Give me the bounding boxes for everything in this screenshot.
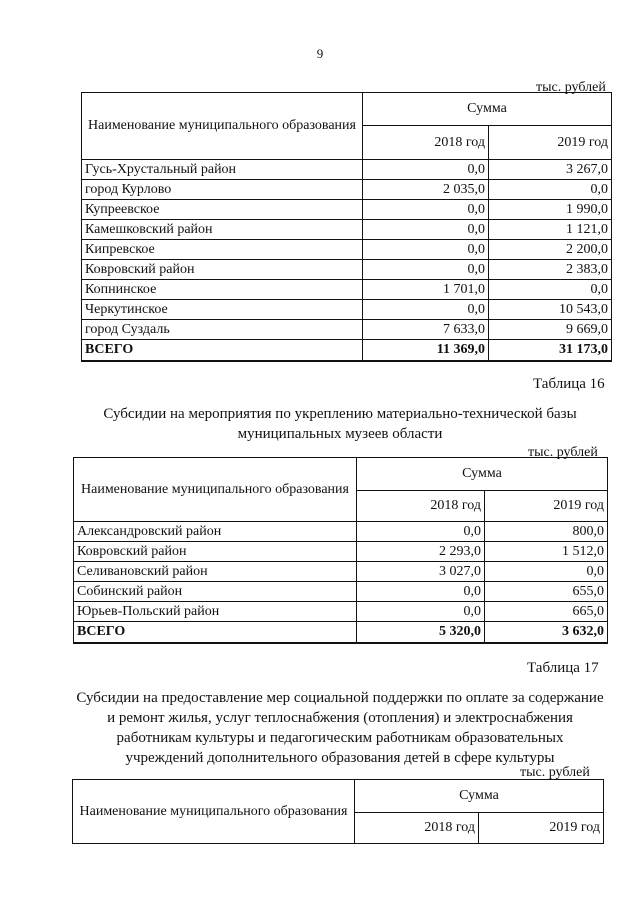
total-2019: 31 173,0 bbox=[489, 340, 612, 361]
row-2018: 0,0 bbox=[363, 260, 489, 280]
table17 bbox=[72, 779, 604, 844]
table17-title bbox=[40, 688, 640, 768]
table-row bbox=[82, 180, 612, 200]
total-2018: 11 369,0 bbox=[363, 340, 489, 361]
header-2019: 2019 год bbox=[485, 491, 608, 522]
table-row bbox=[74, 582, 608, 602]
row-name: Кипревское bbox=[82, 240, 363, 260]
row-name: Юрьев-Польский район bbox=[74, 602, 357, 622]
table-row bbox=[82, 280, 612, 300]
row-2018: 0,0 bbox=[357, 522, 485, 542]
row-2018: 2 035,0 bbox=[363, 180, 489, 200]
row-name: Купреевское bbox=[82, 200, 363, 220]
total-label: ВСЕГО bbox=[74, 622, 357, 643]
row-name: город Суздаль bbox=[82, 320, 363, 340]
row-2019: 9 669,0 bbox=[489, 320, 612, 340]
table16-title-line1: Субсидии на мероприятия по укреплению материально-технической базы bbox=[103, 406, 577, 422]
row-name: Ковровский район bbox=[74, 542, 357, 562]
total-label: ВСЕГО bbox=[82, 340, 363, 361]
row-name: город Курлово bbox=[82, 180, 363, 200]
table16-title bbox=[60, 404, 620, 444]
row-2019: 0,0 bbox=[489, 280, 612, 300]
row-2019: 0,0 bbox=[489, 180, 612, 200]
table-row bbox=[74, 522, 608, 542]
total-2019: 3 632,0 bbox=[485, 622, 608, 643]
row-2019: 800,0 bbox=[485, 522, 608, 542]
row-2019: 10 543,0 bbox=[489, 300, 612, 320]
row-2019: 1 121,0 bbox=[489, 220, 612, 240]
row-2018: 0,0 bbox=[357, 582, 485, 602]
row-2019: 2 200,0 bbox=[489, 240, 612, 260]
row-2019: 1 512,0 bbox=[485, 542, 608, 562]
header-sum: Сумма bbox=[355, 780, 604, 813]
table17-title-line3: работникам культуры и педагогическим работникам образовательных bbox=[116, 730, 564, 746]
row-name: Камешковский район bbox=[82, 220, 363, 240]
table-row bbox=[82, 220, 612, 240]
table-row bbox=[82, 200, 612, 220]
row-2018: 3 027,0 bbox=[357, 562, 485, 582]
header-2019: 2019 год bbox=[489, 126, 612, 160]
header-name: Наименование муниципального образования bbox=[73, 780, 355, 844]
row-name: Черкутинское bbox=[82, 300, 363, 320]
row-2019: 665,0 bbox=[485, 602, 608, 622]
table-row bbox=[74, 602, 608, 622]
row-2018: 0,0 bbox=[363, 160, 489, 180]
header-2018: 2018 год bbox=[357, 491, 485, 522]
table16-title-line2: муниципальных музеев области bbox=[237, 426, 443, 442]
row-2018: 0,0 bbox=[363, 200, 489, 220]
table17-title-line1: Субсидии на предоставление мер социальной поддержки по оплате за содержание bbox=[76, 690, 604, 706]
total-2018: 5 320,0 bbox=[357, 622, 485, 643]
row-name: Копнинское bbox=[82, 280, 363, 300]
header-sum: Сумма bbox=[357, 458, 608, 491]
table-row bbox=[82, 300, 612, 320]
table-row bbox=[82, 240, 612, 260]
units-label: тыс. рублей bbox=[536, 80, 606, 95]
row-2019: 655,0 bbox=[485, 582, 608, 602]
header-name: Наименование муниципального образования bbox=[74, 458, 357, 522]
header-sum: Сумма bbox=[363, 93, 612, 126]
page-number: 9 bbox=[316, 46, 324, 61]
table17-title-line2: и ремонт жилья, услуг теплоснабжения (отопления) и электроснабжения bbox=[107, 710, 573, 726]
row-name: Ковровский район bbox=[82, 260, 363, 280]
row-2018: 7 633,0 bbox=[363, 320, 489, 340]
row-name: Александровский район bbox=[74, 522, 357, 542]
header-2018: 2018 год bbox=[363, 126, 489, 160]
table17-units: тыс. рублей bbox=[520, 765, 590, 780]
table17-title-line4: учреждений дополнительного образования детей в сфере культуры bbox=[125, 750, 555, 766]
row-2019: 1 990,0 bbox=[489, 200, 612, 220]
table-continued bbox=[81, 92, 612, 362]
header-2018: 2018 год bbox=[355, 813, 479, 844]
row-2019: 0,0 bbox=[485, 562, 608, 582]
header-2019: 2019 год bbox=[479, 813, 604, 844]
row-2018: 0,0 bbox=[363, 240, 489, 260]
row-2018: 2 293,0 bbox=[357, 542, 485, 562]
table-row bbox=[74, 542, 608, 562]
row-2018: 1 701,0 bbox=[363, 280, 489, 300]
header-name: Наименование муниципального образования bbox=[82, 93, 363, 160]
row-name: Селивановский район bbox=[74, 562, 357, 582]
row-2019: 3 267,0 bbox=[489, 160, 612, 180]
row-2019: 2 383,0 bbox=[489, 260, 612, 280]
total-row bbox=[82, 340, 612, 361]
table16-units: тыс. рублей bbox=[528, 445, 598, 460]
table16 bbox=[73, 457, 608, 644]
total-row bbox=[74, 622, 608, 643]
row-name: Собинский район bbox=[74, 582, 357, 602]
table17-caption: Таблица 17 bbox=[527, 660, 599, 676]
row-2018: 0,0 bbox=[357, 602, 485, 622]
table-row bbox=[74, 562, 608, 582]
table-row bbox=[82, 260, 612, 280]
table-row bbox=[82, 160, 612, 180]
row-name: Гусь-Хрустальный район bbox=[82, 160, 363, 180]
table-row bbox=[82, 320, 612, 340]
table16-caption: Таблица 16 bbox=[533, 376, 605, 392]
row-2018: 0,0 bbox=[363, 300, 489, 320]
row-2018: 0,0 bbox=[363, 220, 489, 240]
